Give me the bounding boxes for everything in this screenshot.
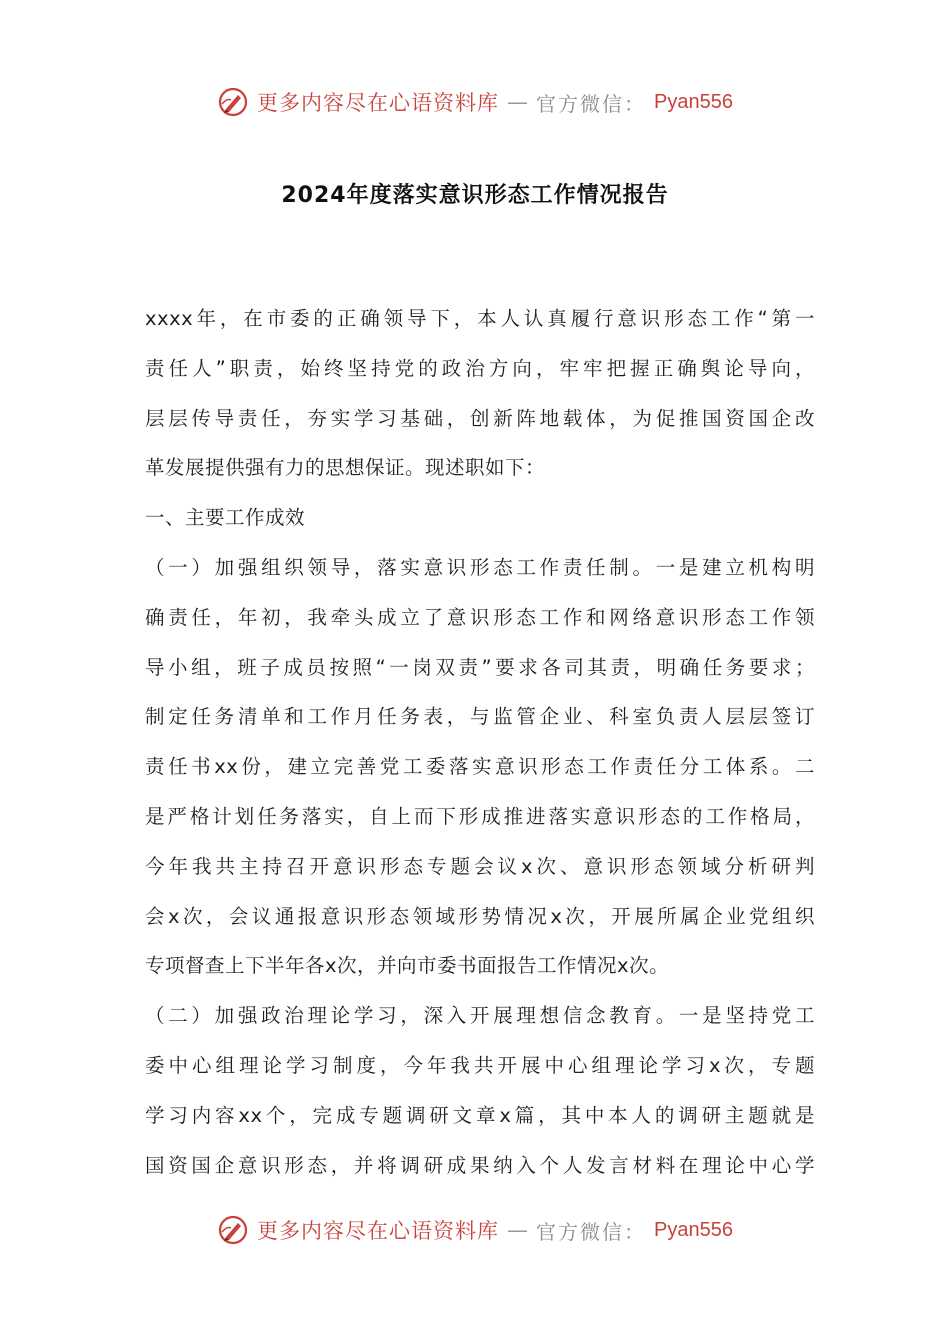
- official-wechat-label: 官方微信：: [536, 91, 647, 116]
- body-line: 学习内容xx个，完成专题调研文章x篇，其中本人的调研主题就是: [145, 1103, 815, 1127]
- body-line: 导小组，班子成员按照“一岗双责”要求各司其责，明确任务要求；: [145, 655, 815, 679]
- body-line: 层层传导责任，夯实学习基础，创新阵地载体，为促推国资国企改: [145, 406, 815, 430]
- body-line: 今年我共主持召开意识形态专题会议x次、意识形态领域分析研判: [145, 854, 815, 878]
- banner-dash: —: [507, 1218, 529, 1242]
- brand-text: 更多内容尽在心语资料库: [257, 91, 500, 115]
- body-line: 会x次，会议通报意识形态领域形势情况x次，开展所属企业党组织: [145, 904, 815, 928]
- section-heading: 一、主要工作成效: [145, 506, 306, 530]
- brand-text: 更多内容尽在心语资料库: [257, 1219, 500, 1243]
- body-line: 确责任，年初，我牵头成立了意识形态工作和网络意识形态工作领: [145, 605, 815, 629]
- body-line: 国资国企意识形态，并将调研成果纳入个人发言材料在理论中心学: [145, 1153, 815, 1177]
- body-line: 责任书xx份，建立完善党工委落实意识形态工作责任分工体系。二: [145, 755, 815, 779]
- document-body: [145, 294, 815, 1190]
- body-line: （一）加强组织领导，落实意识形态工作责任制。一是建立机构明: [145, 555, 815, 579]
- body-line: 制定任务清单和工作月任务表，与监管企业、科室负责人层层签订: [145, 705, 815, 729]
- body-line: 专项督查上下半年各x次，并向市委书面报告工作情况x次。: [145, 954, 670, 978]
- pen-logo-icon: [217, 86, 249, 118]
- body-line: 革发展提供强有力的思想保证。现述职如下：: [145, 456, 546, 480]
- body-line: xxxx年，在市委的正确领导下，本人认真履行意识形态工作“第一: [145, 307, 815, 330]
- body-line: 委中心组理论学习制度，今年我共开展中心组理论学习x次，专题: [145, 1053, 815, 1077]
- body-line: 是严格计划任务落实，自上而下形成推进落实意识形态的工作格局，: [145, 804, 815, 828]
- pen-logo-icon: [217, 1214, 249, 1246]
- body-line: （二）加强政治理论学习，深入开展理想信念教育。一是坚持党工: [145, 1004, 815, 1028]
- document-title: 2024年度落实意识形态工作情况报告: [281, 183, 669, 208]
- body-line: 责任人”职责，始终坚持党的政治方向，牢牢把握正确舆论导向，: [145, 356, 815, 380]
- official-wechat-label: 官方微信：: [536, 1219, 647, 1244]
- footer-watermark-banner: [0, 1210, 950, 1250]
- wechat-id: Pyan556: [654, 1218, 733, 1241]
- wechat-id: Pyan556: [654, 90, 733, 113]
- banner-dash: —: [507, 90, 529, 114]
- header-watermark-banner: [0, 82, 950, 122]
